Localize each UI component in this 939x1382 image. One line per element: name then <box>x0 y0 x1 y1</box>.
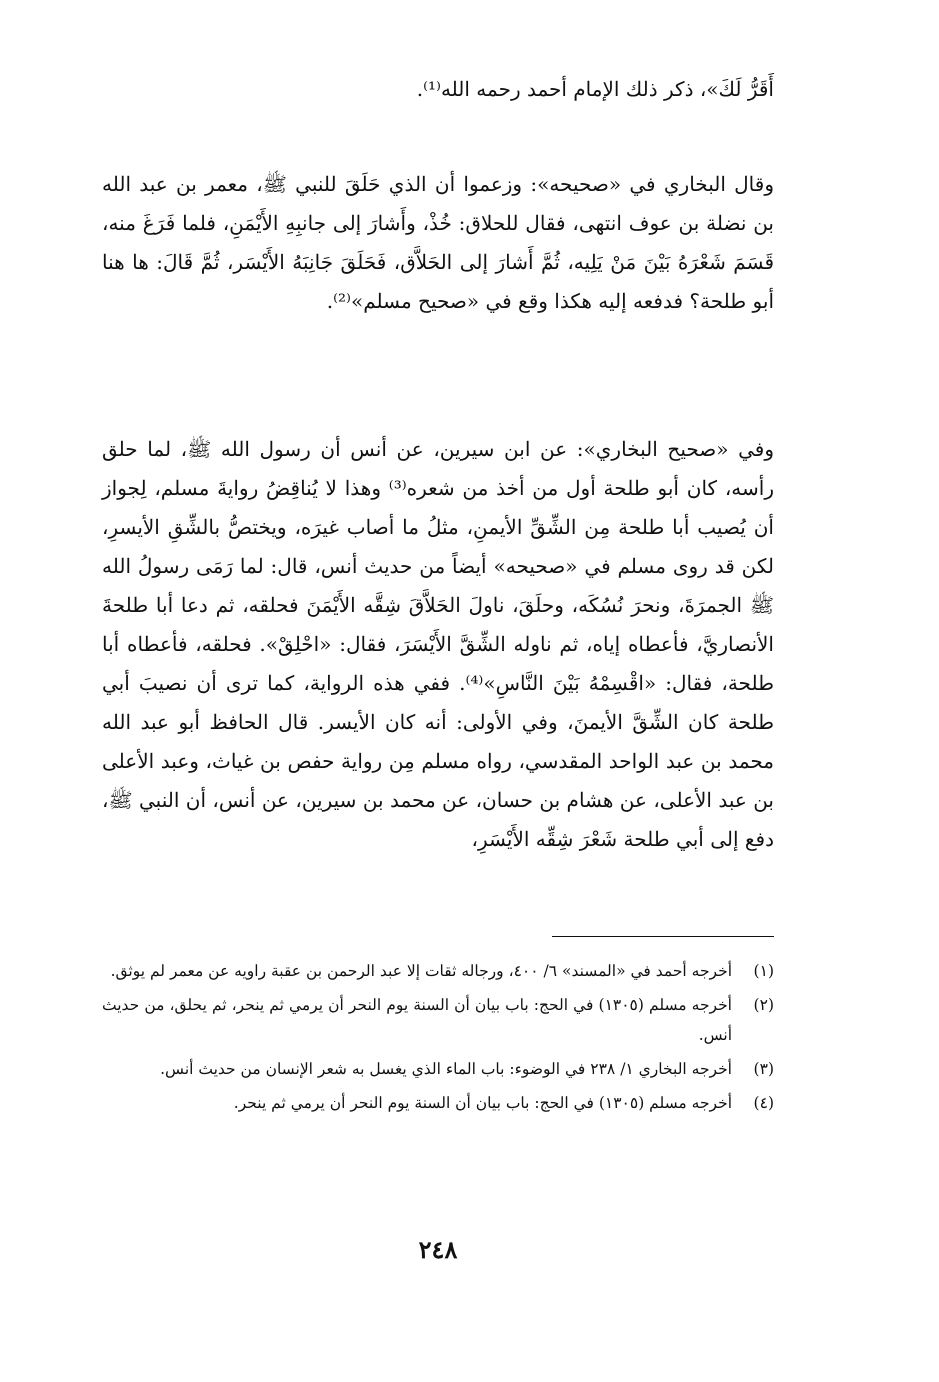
footnote-4 <box>102 1088 774 1118</box>
footnote-text: أخرجه أحمد في «المسند» ٦/ ٤٠٠، ورجاله ثقات إلا عبد الرحمن بن عقبة راويه عن معمر لم يوثق. <box>110 962 732 980</box>
footnote-3 <box>102 1054 774 1084</box>
footnote-divider <box>552 936 774 937</box>
footnote-text: أخرجه مسلم (١٣٠٥) في الحج: باب بيان أن السنة يوم النحر أن يرمي ثم ينحر، ثم يحلق، من حديث أنس. <box>102 996 732 1044</box>
footnote-number: (٣) <box>753 1060 774 1078</box>
footnote-2 <box>102 990 774 1050</box>
footnote-number: (٤) <box>753 1094 774 1112</box>
footnote-number: (٢) <box>753 996 774 1014</box>
paragraph-1: أَقَرُّ لَكَ»، ذكر ذلك الإمام أحمد رحمه الله⁽¹⁾. <box>416 77 774 101</box>
footnote-text: أخرجه مسلم (١٣٠٥) في الحج: باب بيان أن السنة يوم النحر أن يرمي ثم ينحر. <box>233 1094 732 1112</box>
page-number: ٢٤٨ <box>418 1235 458 1264</box>
footnote-number: (١) <box>753 962 774 980</box>
footnote-1 <box>102 956 774 986</box>
paragraph-3: وفي «صحيح البخاري»: عن ابن سيرين، عن أنس أن رسول الله ﷺ، لما حلق رأسه، كان أبو طلحة أول من أخذ من شعره⁽³⁾ وهذا لا يُناقِضُ روايةَ مسلم، لِجواز أن يُصيب أبا طلحة مِن الشِّقِّ الأيمنِ، مثلُ ما أصاب غيرَه، ويختصُّ بالشِّقِ الأيسرِ، لكن قد روى مسلم في «صحيحه» أيضاً من حديث أنس، قال: لما رَمَى رسولُ الله ﷺ الجمرَةَ، ونحرَ نُسُكَه، وحلَقَ، ناولَ الحَلاَّقَ شِقَّه الأَيْمَنَ فحلقه، ثم دعا أبا طلحةَ الأنصاريَّ، فأعطاه إياه، ثم ناوله الشِّقَّ الأَيْسَرَ، فقال: «احْلِقْ». فحلقه، فأعطاه أبا طلحة، فقال: «اقْسِمْهُ بَيْنَ النَّاسِ»⁽⁴⁾. ففي هذه الرواية، كما ترى أن نصيبَ أبي طلحة كان الشِّقَّ الأيمنَ، وفي الأولى: أنه كان الأيسر. قال الحافظ أبو عبد الله محمد بن عبد الواحد المقدسي، رواه مسلم مِن رواية حفص بن غياث، وعبد الأعلى بن عبد الأعلى، عن هشام بن حسان، عن محمد بن سيرين، عن أنس، أن النبي ﷺ، دفع إلى أبي طلحة شَعْرَ شِقِّه الأَيْسَرِ، <box>102 437 775 851</box>
footnote-text: أخرجه البخاري ١/ ٢٣٨ في الوضوء: باب الماء الذي يغسل به شعر الإنسان من حديث أنس. <box>160 1060 732 1078</box>
footnotes <box>102 956 774 1122</box>
paragraph-2: وقال البخاري في «صحيحه»: وزعموا أن الذي حَلَقَ للنبي ﷺ، معمر بن عبد الله بن نضلة بن عوف انتهى، فقال للحلاق: خُذْ، وأَشارَ إلى جانبِهِ الأَيْمَنِ، فلما فَرَغَ منه، قَسَمَ شَعْرَهُ بَيْنَ مَنْ يَلِيه، ثُمَّ أَشارَ إلى الحَلاَّق، فَحَلَقَ جَانِبَهُ الأَيْسَر، ثُمَّ قَالَ: ها هنا أبو طلحة؟ فدفعه إليه هكذا وقع في «صحيح مسلم»⁽²⁾. <box>102 172 774 313</box>
